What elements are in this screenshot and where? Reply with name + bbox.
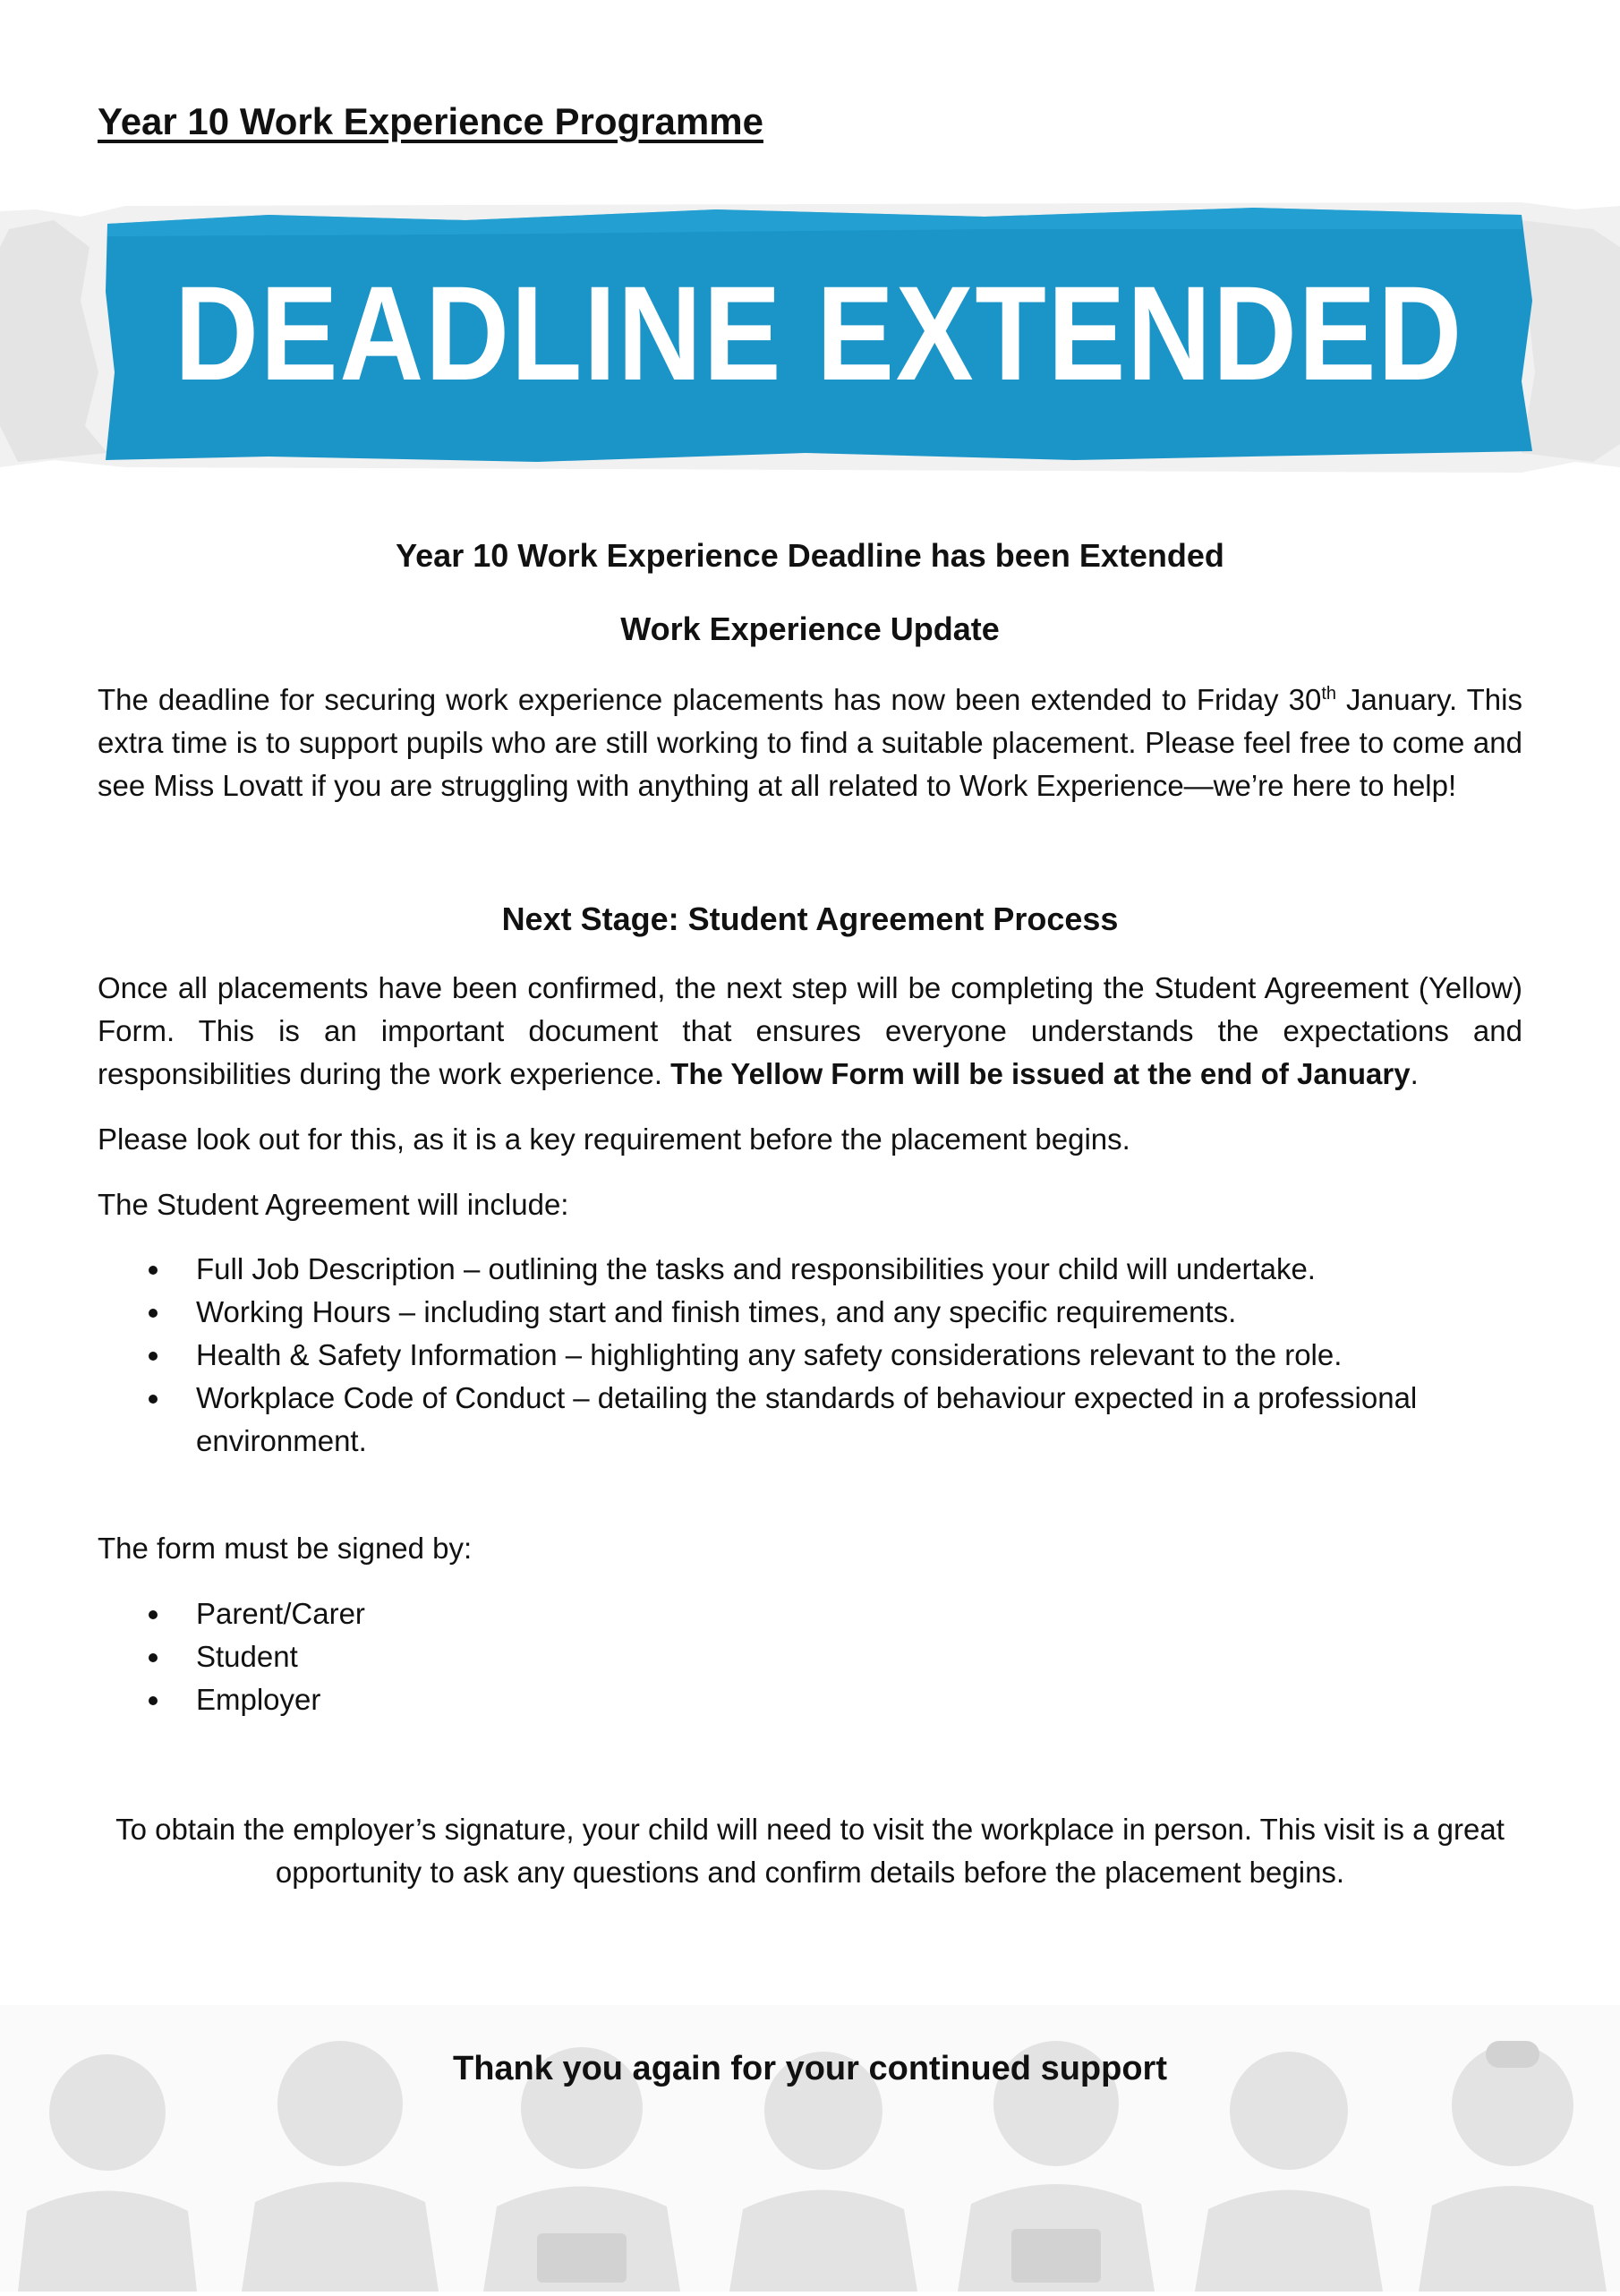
list-item: Student bbox=[98, 1635, 1522, 1678]
page-title: Year 10 Work Experience Programme bbox=[98, 100, 763, 142]
section-heading-next-stage: Next Stage: Student Agreement Process bbox=[501, 900, 1119, 937]
lookout-paragraph: Please look out for this, as it is a key requirement before the placement begins. bbox=[98, 1122, 1130, 1156]
section-heading-deadline: Year 10 Work Experience Deadline has been Extended bbox=[396, 537, 1224, 574]
deadline-extended-banner bbox=[0, 193, 1620, 480]
section-subheading-update: Work Experience Update bbox=[620, 610, 1000, 647]
deadline-paragraph: The deadline for securing work experience placements has now been extended to Friday 30th January. This extra time is to support pupils who are still working to find a suitable placement. Please feel free to come and see Miss Lovatt if you are struggling with anything at all related to Work Experience—we’re here to help! bbox=[98, 683, 1522, 802]
list-item: Full Job Description – outlining the tasks and responsibilities your child will undertake. bbox=[98, 1248, 1522, 1291]
include-list bbox=[98, 1248, 1522, 1463]
list-item: Working Hours – including start and finish times, and any specific requirements. bbox=[98, 1291, 1522, 1334]
agreement-paragraph: Once all placements have been confirmed, the next step will be completing the Student Agreement (Yellow) Form. This is an important document that ensures everyone understands the expectations and responsibilities during the work experience. The Yellow Form will be issued at the end of January. bbox=[98, 971, 1522, 1090]
include-intro: The Student Agreement will include: bbox=[98, 1188, 569, 1221]
signed-intro: The form must be signed by: bbox=[98, 1532, 473, 1565]
list-item: Health & Safety Information – highlighting any safety considerations relevant to the role. bbox=[98, 1334, 1522, 1377]
banner-text: DEADLINE EXTENDED bbox=[175, 258, 1463, 408]
signers-list bbox=[98, 1592, 1522, 1721]
list-item: Parent/Carer bbox=[98, 1592, 1522, 1635]
people-silhouettes-illustration bbox=[0, 2005, 1620, 2292]
list-item: Employer bbox=[98, 1678, 1522, 1721]
thank-you-message: Thank you again for your continued support bbox=[452, 2050, 1168, 2087]
list-item: Workplace Code of Conduct – detailing the standards of behaviour expected in a professional environment. bbox=[98, 1377, 1522, 1463]
closing-paragraph: To obtain the employer’s signature, your child will need to visit the workplace in person. This visit is a great opportunity to ask any questions and confirm details before the placement begins. bbox=[115, 1813, 1505, 1889]
